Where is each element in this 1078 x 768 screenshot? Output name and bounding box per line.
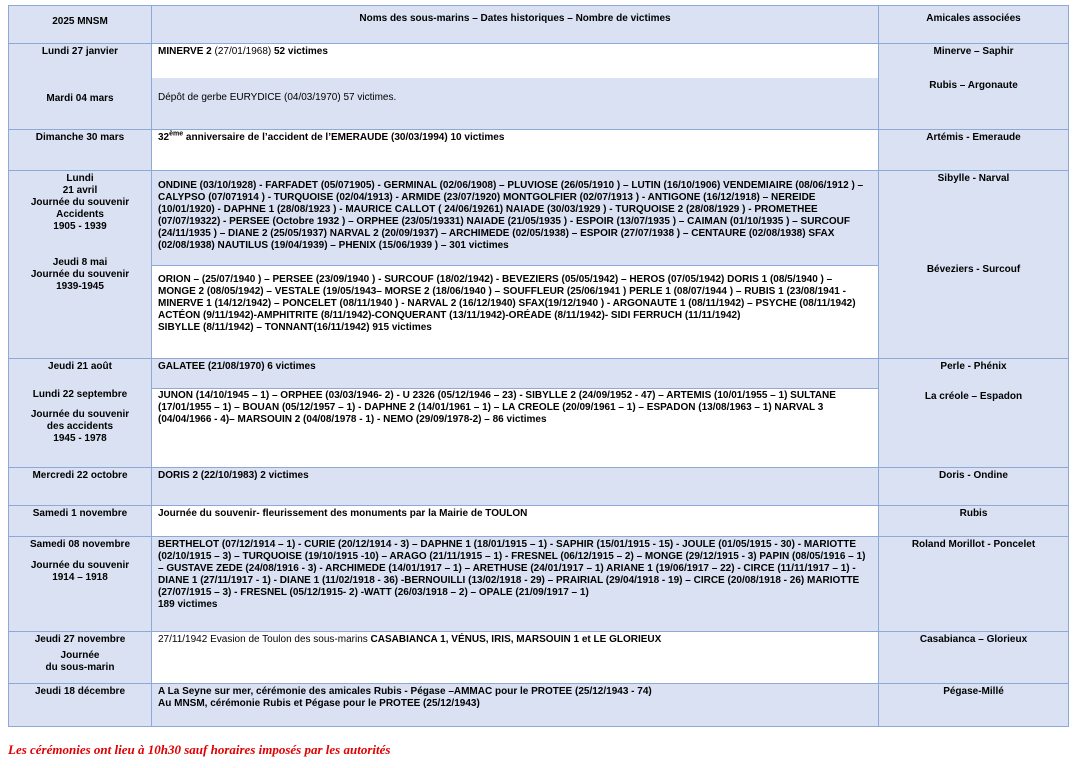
submarine-name: MINERVE 2 (158, 46, 212, 57)
event-cell (152, 44, 879, 130)
table-row (9, 506, 1069, 537)
assoc-cell (879, 130, 1069, 171)
date-label: des accidents (46, 421, 114, 432)
table-row (9, 632, 1069, 684)
event-line: ORION – (25/07/1940 ) – PERSEE (23/09/1940 ) - SURCOUF (18/02/1942) - BEVEZIERS (05/05/1942) – HEROS (07/05/1942) DORIS 1 (08/5/1940 ) – MONGE 2 (08/05/1942) – VESTALE (19/05/1943– MORSE 2 (18/06/1940 ) – SOUFFLEUR (25/06/1941 ) PERLE 1 (08/07/1944 ) – RUBIS 1 (23/08/1941 - (158, 274, 846, 297)
date-label: Journée du souvenir (30, 409, 130, 420)
date-cell (9, 171, 152, 359)
date-label: Mardi 04 mars (46, 93, 114, 104)
date-label: du sous-marin (45, 662, 115, 673)
table-row (9, 684, 1069, 727)
event-text: Journée du souvenir- fleurissement des monuments par la Mairie de TOULON (152, 506, 878, 536)
header-row (9, 6, 1069, 44)
assoc-label: Pégase-Millé (943, 686, 1004, 697)
assoc-cell (879, 537, 1069, 632)
event-cell (152, 684, 879, 727)
date-cell (9, 684, 152, 727)
event-text (152, 44, 878, 78)
event-date: (27/01/1968) (211, 46, 274, 57)
assoc-label: Minerve – Saphir (933, 46, 1014, 57)
assoc-label: La créole – Espadon (924, 391, 1023, 402)
event-text (152, 537, 878, 631)
event-text: DORIS 2 (22/10/1983) 2 victimes (152, 468, 878, 505)
assoc-label: Sibylle - Narval (937, 173, 1010, 184)
event-text (152, 130, 878, 170)
footer-note: Les cérémonies ont lieu à 10h30 sauf horaires imposés par les autorités (8, 742, 391, 757)
assoc-cell (879, 359, 1069, 468)
date-label: Journée du souvenir (30, 269, 130, 280)
date-cell (9, 632, 152, 684)
victim-count: 52 victimes (274, 46, 328, 57)
date-label: Lundi (66, 173, 94, 184)
event-cell (152, 171, 879, 359)
assoc-cell (879, 506, 1069, 537)
assoc-label: Perle - Phénix (940, 361, 1007, 372)
anniversary-suffix: ème (169, 130, 184, 138)
date-label: 1945 - 1978 (53, 433, 107, 444)
table-row (9, 359, 1069, 468)
date-cell (9, 130, 152, 171)
date-label: 1905 - 1939 (53, 221, 107, 232)
date-label: Journée du souvenir (30, 197, 130, 208)
event-line: BERTHELOT (07/12/1914 – 1) - CURIE (20/12/1914 - 3) – DAPHNE 1 (18/01/1915 – 1) - SAPHIR (15/01/1915 - 15) - JOULE (01/05/1915 - 30) - MARIOTTE (02/10/1915 – 3) – TURQUOISE (19/10/1915 -10) – ARAGO (21/11/1915 – 1) - FRESNEL (06/12/1915 – 2) – MONGE (29/12/1915 - 3) PAPIN (08/05/1916 – 1) – GUSTAVE ZEDE (24/08/1916 - 3) - ARCHIMEDE (14/01/1917 – 1) – ARETHUSE (24/01/1917 – 1) ARIANE 1 (19/06/1917 – 22) - CIRCE (11/11/1917 – 1) - DIANE 1 (27/11/1917 - 1) - DIANE 1 (11/02/1918 - 36) -BERNOUILLI (13/02/1918 - 29) – PRAIRIAL (29/04/1918 - 19) – CIRCE (20/08/1918 - 26) MARIOTTE (27/07/1915 – 3) - FRESNEL (05/12/1915- 2) -WATT (26/03/1918 – 2) – OPALE (21/09/1917 – 1) (158, 539, 866, 598)
table-row (9, 130, 1069, 171)
event-text (152, 632, 878, 683)
date-label: Jeudi 18 décembre (34, 686, 126, 697)
assoc-label: Roland Morillot - Poncelet (911, 539, 1036, 550)
date-cell (9, 468, 152, 506)
assoc-cell (879, 632, 1069, 684)
event-line: A La Seyne sur mer, cérémonie des amicales Rubis - Pégase –AMMAC pour le PROTEE (25/12/1943 - 74) (158, 686, 652, 697)
header-date-col: 2025 MNSM (9, 6, 152, 44)
event-text: ONDINE (03/10/1928) - FARFADET (05/071905) - GERMINAL (02/06/1908) – PLUVIOSE (26/05/1910 ) – LUTIN (16/10/1906) VENDEMIAIRE (08/06/1912 ) – CALYPSO (07/071914 ) - TURQUOISE (02/04/1913) - ARMIDE (23/07/1920) MONTGOLFIER (02/07/1913 ) - ANTIGONE (16/12/1918) – NEREIDE (10/01/1920) - DAPHNE 1 (28/08/1923 ) - MAURICE CALLOT ( 24/06/19261) NAIADE (30/03/1929 ) - TURQUOISE 2 (28/08/1929 ) - PROMETHEE (07/07/19322) - PERSEE (Octobre 1932 ) – ORPHEE (23/05/19331) NAIADE (21/05/1935 ) - ESPOIR (13/07/1935 ) – CAIMAN (01/10/1935 ) – SURCOUF (24/11/1935 ) – DIANE 2 (25/05/1937) NARVAL 2 (20/09/1937) – ARCHIMEDE (02/05/1938) – ESPOIR (27/07/1938 ) – CENTAURE (02/08/1938) SFAX (02/08/1938) NAUTILUS (19/04/1939) – PHENIX (15/06/1939 ) – 301 victimes (152, 171, 878, 265)
victim-count: 189 victimes (158, 599, 218, 610)
header-assoc-col: Amicales associées (879, 6, 1069, 44)
event-text (152, 684, 878, 726)
date-cell (9, 506, 152, 537)
event-cell (152, 468, 879, 506)
event-cell (152, 130, 879, 171)
assoc-label: Artémis - Emeraude (926, 132, 1021, 143)
date-label: Lundi 27 janvier (41, 46, 119, 57)
date-label: Jeudi 21 août (48, 361, 112, 372)
date-label: Journée (60, 650, 100, 661)
date-cell (9, 359, 152, 468)
assoc-label: Rubis – Argonaute (929, 80, 1018, 91)
event-cell (152, 506, 879, 537)
event-text (152, 265, 878, 358)
assoc-label: Casabianca – Glorieux (919, 634, 1028, 645)
event-cell (152, 359, 879, 468)
event-text: JUNON (14/10/1945 – 1) – ORPHEE (03/03/1946- 2) - U 2326 (05/12/1946 – 23) - SIBYLLE 2 (24/09/1952 - 47) – ARTEMIS (10/01/1955 – 1) SULTANE (17/01/1955 – 1) – BOUAN (05/12/1957 – 1) - DAPHNE 2 (14/01/1961 – 1) – LA CREOLE (20/09/1961 – 1) – ESPADON (13/08/1963 – 1) NARVAL 3 (04/04/1966 - 4)– MARSOUIN 2 (04/08/1978 - 1) - NEMO (29/09/1978-2) – 86 victimes (152, 388, 878, 467)
anniversary-number: 32 (158, 132, 170, 143)
date-label: Samedi 1 novembre (32, 508, 128, 519)
event-line: MINERVE 1 (14/12/1942) – PONCELET (08/11/1940 ) - NARVAL 2 (16/12/1940) SFAX(19/12/1940 ) - ARGONAUTE 1 (08/11/1942) – PSYCHE (08/11/1942) ACTÉON (9/11/1942)-AMPHITRITE (8/11/1942)-CONQUERANT (13/11/1942)-ORÉADE (8/11/1942)- SIDI FERRUCH (11/11/1942) (158, 298, 856, 321)
assoc-cell (879, 44, 1069, 130)
event-line: SIBYLLE (8/11/1942) – TONNANT(16/11/1942) 915 victimes (158, 322, 432, 333)
assoc-label: Rubis (959, 508, 988, 519)
date-label: Lundi 22 septembre (32, 389, 128, 400)
event-text: Dépôt de gerbe EURYDICE (04/03/1970) 57 victimes. (152, 78, 878, 129)
table-row (9, 171, 1069, 359)
event-cell (152, 537, 879, 632)
header-main-col: Noms des sous-marins – Dates historiques – Nombre de victimes (152, 6, 879, 44)
date-label: Mercredi 22 octobre (32, 470, 128, 481)
table-row (9, 468, 1069, 506)
assoc-cell (879, 171, 1069, 359)
date-cell (9, 537, 152, 632)
date-label: Dimanche 30 mars (35, 132, 125, 143)
table-row (9, 537, 1069, 632)
event-plain: 27/11/1942 Evasion de Toulon des sous-marins (158, 634, 371, 645)
table-row (9, 44, 1069, 130)
assoc-label: Béveziers - Surcouf (926, 264, 1021, 275)
ceremony-schedule-table (8, 5, 1069, 727)
assoc-cell (879, 468, 1069, 506)
event-cell (152, 632, 879, 684)
date-label: 1914 – 1918 (52, 572, 108, 583)
assoc-cell (879, 684, 1069, 727)
date-label: 21 avril (62, 185, 98, 196)
date-label: Jeudi 27 novembre (34, 634, 126, 645)
date-label: Accidents (56, 209, 104, 220)
date-label: 1939-1945 (56, 281, 104, 292)
submarine-names: CASABIANCA 1, VÉNUS, IRIS, MARSOUIN 1 et LE GLORIEUX (370, 634, 662, 645)
date-label: Journée du souvenir (30, 560, 130, 571)
date-label: Samedi 08 novembre (29, 539, 131, 550)
date-label: Jeudi 8 mai (52, 257, 108, 268)
date-cell (9, 44, 152, 130)
event-text: GALATEE (21/08/1970) 6 victimes (152, 359, 878, 388)
assoc-label: Doris - Ondine (939, 470, 1008, 481)
anniversary-text: anniversaire de l’accident de l’EMERAUDE (30/03/1994) 10 victimes (183, 132, 505, 143)
event-line: Au MNSM, cérémonie Rubis et Pégase pour le PROTEE (25/12/1943) (158, 698, 480, 709)
